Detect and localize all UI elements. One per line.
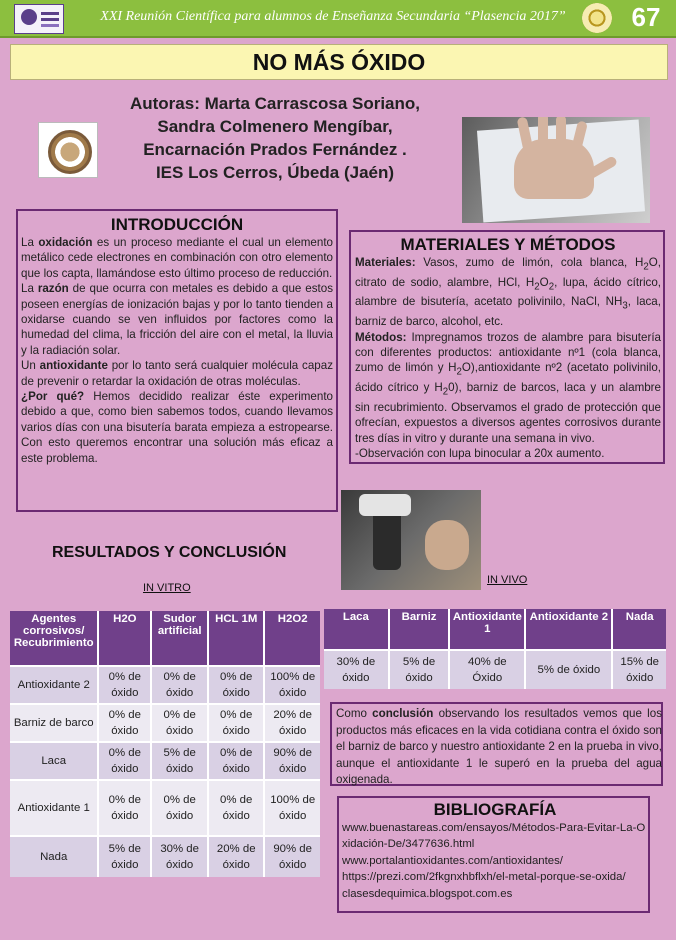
table-header-cell: Agentes corrosivos/ Recubrimiento [10, 611, 98, 666]
reference-link[interactable]: www.portalantioxidantes.com/antioxidantes/ [342, 854, 563, 867]
table-row: Laca 0% de óxido 5% de óxido 0% de óxido 90% de óxido [10, 742, 320, 780]
table-header-cell: Barniz [389, 609, 450, 650]
intro-paragraph: La razón de que ocurra con metales es debido a que estos poseen energías de ionización bajas y por lo tanto tienden a oxidarse cuando se ven influidos por factores como la humedad del clima, la fricción del aire con el metal, la lluvia y la radiación solar. [21, 282, 333, 357]
table-row: Nada 5% de óxido 30% de óxido 20% de óxido 90% de óxido [10, 836, 320, 877]
in-vivo-table [324, 609, 666, 689]
materials-methods-box [349, 230, 665, 464]
bibliography-box [337, 796, 650, 913]
in-vivo-label: IN VIVO [487, 574, 528, 586]
in-vitro-label: IN VITRO [143, 582, 191, 594]
table-header-cell: H2O [98, 611, 151, 666]
table-header-cell: Antioxidante 1 [449, 609, 525, 650]
microscope-photo [341, 490, 481, 590]
seal-icon [582, 3, 612, 33]
materials-paragraph: Materiales: Vasos, zumo de limón, cola blanca, $H_2O$, citrato de sodio, alambre, HCl, $H_2O_2$, lupa, ácido cítrico, alambre de bisutería, acetato polivinilo, NaCl, $NH_3$, laca, barniz de barco, alcohol, etc. [355, 256, 661, 329]
school-line: IES Los Cerros, Úbeda (Jaén) [155, 163, 395, 182]
intro-paragraph: La oxidación es un proceso mediante el cual un elemento metálico cede electrones en combinación con otro elemento que los capta, llamándose esto último proceso de reducción. [21, 236, 333, 280]
methods-paragraph: Métodos: Impregnamos trozos de alambre para bisutería con diferentes productos: antioxidante nº1 (cola blanca, zumo de limón y $H_2O),antioxidante$ nº2 (acetato polivinilo, ácido cítrico y $H_20$), barniz de barcos, laca y un alambre sin recubrimiento. Observamos el grado de protección que ofrecían, expuestos a diversos agentes corrosivos durante tres días in vitro y durante una semana in vivo. [355, 330, 661, 445]
event-logo-icon [14, 4, 64, 34]
table-row: Antioxidante 1 0% de óxido 0% de óxido 0% de óxido 100% de óxido [10, 780, 320, 836]
intro-paragraph: Un antioxidante por lo tanto será cualquier molécula capaz de prevenir o retardar la oxidación de otras moléculas. [21, 359, 333, 388]
introduction-heading: INTRODUCCIÓN [110, 215, 244, 234]
poster-title: NO MÁS ÓXIDO [252, 49, 426, 75]
table-header-cell: Laca [324, 609, 389, 650]
table-row: 30% de óxido 5% de óxido 40% de Óxido 5% de óxido 15% de óxido [324, 650, 666, 689]
table-row: Antioxidante 2 0% de óxido 0% de óxido 0% de óxido 100% de óxido [10, 666, 320, 704]
table-header-cell: Sudor artificial [151, 611, 208, 666]
reference-link[interactable]: clasesdequimica.blogspot.com.es [342, 887, 513, 900]
methods-note: -Observación con lupa binocular a 20x aumento. [355, 447, 605, 461]
poster-title-box [10, 44, 668, 80]
bibliography-heading: BIBLIOGRAFÍA [433, 800, 557, 819]
hand-photo [462, 117, 650, 223]
intro-paragraph: ¿Por qué? Hemos decidido realizar éste experimento debido a que, como bien sabemos todos, cuando llevamos varios días con una bisutería barata empieza a estropearse. Con esto queremos encontrar una solución más eficaz a este problema. [21, 390, 334, 465]
table-header-cell: Antioxidante 2 [525, 609, 612, 650]
introduction-box [16, 209, 338, 512]
header-title: XXI Reunión Científica para alumnos de Enseñanza Secundaria “Plasencia 2017” [100, 9, 566, 24]
school-crest-icon [38, 122, 98, 178]
in-vitro-table [10, 611, 320, 877]
reference-link[interactable]: www.buenastareas.com/ensayos/Métodos-Para-Evitar-La-Oxidación-De/3477636.html [342, 822, 646, 851]
results-heading: RESULTADOS Y CONCLUSIÓN [52, 544, 287, 561]
conclusion-box [330, 702, 663, 786]
table-row: Barniz de barco 0% de óxido 0% de óxido 0% de óxido 20% de óxido [10, 704, 320, 742]
table-header-cell: HCL 1M [208, 611, 264, 666]
page-number: 67 [631, 2, 661, 32]
authors-block [110, 92, 440, 184]
materials-heading: MATERIALES Y MÉTODOS [400, 235, 616, 254]
header-bar [0, 0, 676, 38]
author-line: Sandra Colmenero Mengíbar, [157, 117, 393, 136]
reference-link[interactable]: https://prezi.com/2fkgnxhbflxh/el-metal-porque-se-oxida/ [342, 871, 626, 884]
conclusion-text: Como conclusión observando los resultados vemos que los productos más eficaces en la vida cotidiana contra el óxido son el barniz de barco y nuestro antioxidante 2 en la prueba in vivo, aunque el antioxidante 1 le superó en la prueba del agua oxigenada. [336, 707, 662, 786]
table-header-cell: Nada [612, 609, 666, 650]
author-line: Encarnación Prados Fernández . [143, 140, 407, 159]
author-line: Autoras: Marta Carrascosa Soriano, [129, 94, 421, 113]
table-header-cell: H2O2 [264, 611, 320, 666]
